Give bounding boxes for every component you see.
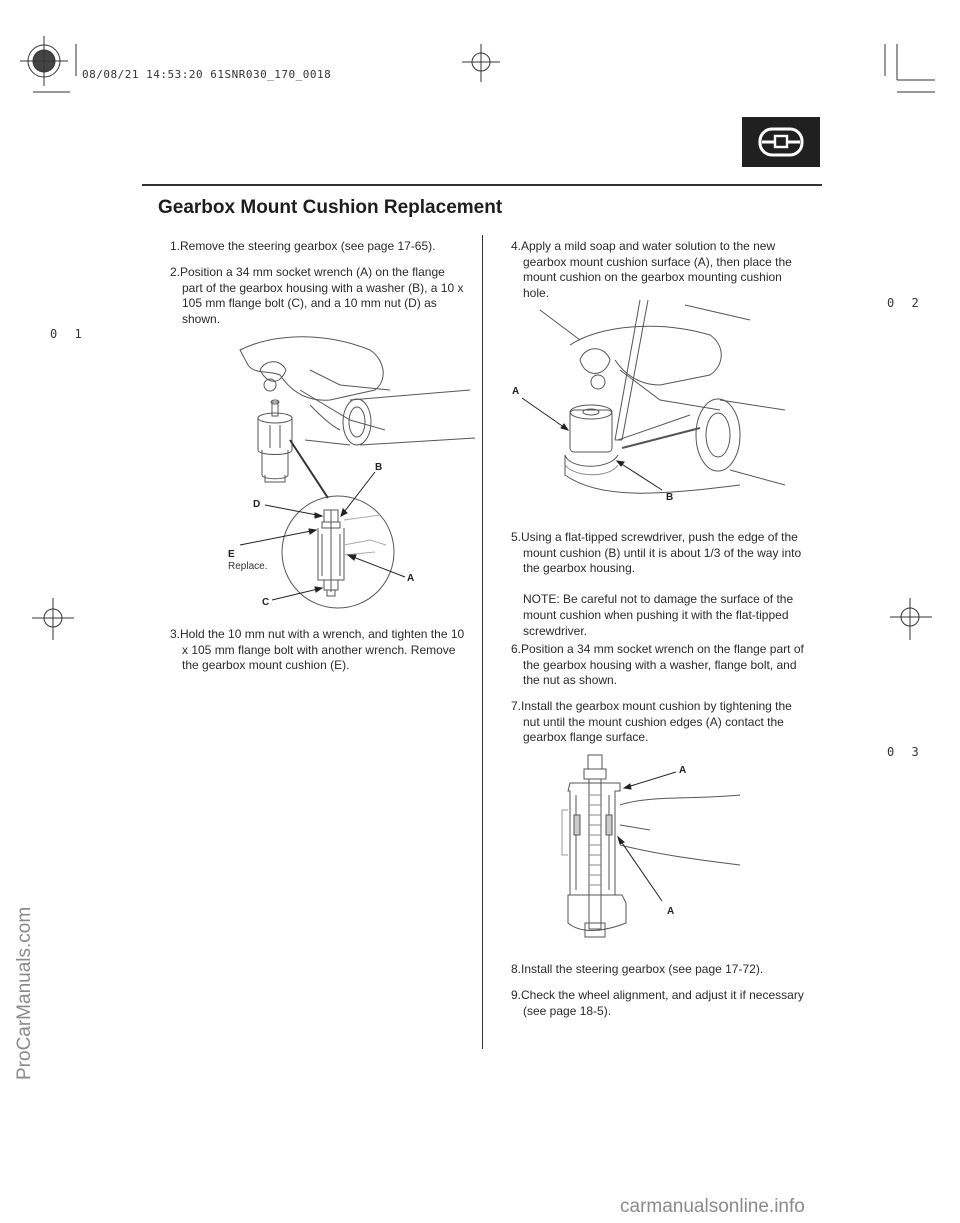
step-number: 7. xyxy=(510,699,521,713)
figure3-label-a-bottom: A xyxy=(667,906,675,917)
figure3-label-a-top: A xyxy=(679,765,687,776)
print-stamp: 08/08/21 14:53:20 61SNR030_170_0018 xyxy=(82,68,332,81)
step-text: Using a flat-tipped screwdriver, push the edge of the mount cushion (B) until it is about 1/3 of the way into the gearbox housing. xyxy=(521,530,802,576)
step-text: Position a 34 mm socket wrench on the flange part of the gearbox housing with a washer, flange bolt, and the nut as shown. xyxy=(521,642,804,688)
title-rule xyxy=(142,184,822,186)
margin-code-right-bottom: 0 3 xyxy=(887,745,924,759)
step-number: 8. xyxy=(510,962,521,976)
side-watermark: ProCarManuals.com xyxy=(14,906,35,1080)
step-text: Position a 34 mm socket wrench (A) on the flange part of the gearbox housing with a washer (B), a 10 x 105 mm flange bolt (C), and a 10 mm nut (D) as shown. xyxy=(180,265,464,326)
step-5 xyxy=(503,530,808,639)
figure-cushion-install xyxy=(510,300,790,505)
figure1-note-replace: Replace. xyxy=(228,561,268,572)
step-text: Check the wheel alignment, and adjust it if necessary (see page 18-5). xyxy=(521,988,804,1018)
step-text: Install the gearbox mount cushion by tightening the nut until the mount cushion edges (A) contact the gearbox flange surface. xyxy=(521,699,792,745)
step-number: 4. xyxy=(510,239,521,253)
step-number: 9. xyxy=(510,988,521,1002)
figure2-label-a: A xyxy=(512,386,520,397)
figure1-label-e: E xyxy=(228,549,235,560)
step-number: 3. xyxy=(169,627,180,641)
footer-watermark: carmanualsonline.info xyxy=(620,1196,805,1217)
step-6 xyxy=(503,642,808,689)
step-1 xyxy=(162,239,467,255)
step-text: Remove the steering gearbox (see page 17-65). xyxy=(180,239,436,253)
figure2-label-b: B xyxy=(666,492,674,503)
step-text: Install the steering gearbox (see page 17-72). xyxy=(521,962,764,976)
step-9 xyxy=(503,988,808,1019)
column-divider xyxy=(482,235,483,1049)
step-note: NOTE: Be careful not to damage the surface of the mount cushion when pushing it with the flat-tipped screwdriver. xyxy=(523,592,794,638)
step-number: 1. xyxy=(169,239,180,253)
step-number: 6. xyxy=(510,642,521,656)
step-text: Hold the 10 mm nut with a wrench, and tighten the 10 x 105 mm flange bolt with another wrench. Remove the gearbox mount cushion (E). xyxy=(180,627,465,673)
figure1-label-a: A xyxy=(407,573,415,584)
figure-cushion-tightening xyxy=(540,755,750,945)
step-8 xyxy=(503,962,808,978)
figure1-label-c: C xyxy=(262,597,270,608)
margin-code-right-top: 0 2 xyxy=(887,296,924,310)
step-number: 2. xyxy=(169,265,180,279)
margin-code-left: 0 1 xyxy=(50,327,87,341)
step-3 xyxy=(162,627,467,674)
step-7 xyxy=(503,699,808,746)
figure1-label-d: D xyxy=(253,499,261,510)
steering-wheel-icon xyxy=(742,117,820,167)
page-title: Gearbox Mount Cushion Replacement xyxy=(158,197,503,218)
step-2 xyxy=(162,265,467,327)
figure-socket-wrench-setup xyxy=(210,330,480,600)
step-4 xyxy=(503,239,808,301)
step-text: Apply a mild soap and water solution to the new gearbox mount cushion surface (A), then place the mount cushion on the gearbox mounting cushion hole. xyxy=(521,239,792,300)
step-number: 5. xyxy=(510,530,521,544)
figure1-label-b: B xyxy=(375,462,383,473)
